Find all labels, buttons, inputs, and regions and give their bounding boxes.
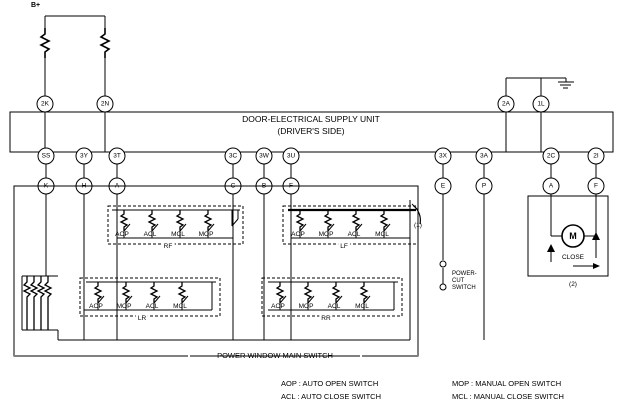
rf-contact-1: ACL	[143, 231, 157, 238]
legend-row-1-left: ACL : AUTO CLOSE SWITCH	[281, 392, 382, 401]
terminal-2N: 2N	[100, 100, 110, 108]
main-switch-label: POWER WINDOW MAIN SWITCH	[217, 351, 333, 360]
bus-terminal-0: SS	[41, 152, 51, 160]
rf-contact-0: AOP	[115, 231, 129, 238]
bus-terminal-4: 3W	[259, 152, 269, 160]
bus-terminal-2: 3T	[113, 152, 121, 160]
lower-terminal-3: C	[230, 182, 236, 190]
lower-terminal-8: A	[548, 182, 554, 190]
rf-contact-3: MOP	[198, 231, 214, 238]
power-cut-line3: SWITCH	[452, 285, 476, 291]
lr-contact-3: MCL	[173, 303, 187, 310]
lf-contact-0: AOP	[291, 231, 305, 238]
lr-contact-0: AOP	[89, 303, 103, 310]
bus-terminal-6: 3X	[439, 152, 447, 160]
rf-contact-2: MCL	[171, 231, 185, 238]
lower-terminal-7: P	[481, 182, 487, 190]
terminal-2A: 2A	[502, 100, 510, 108]
lf-contact-2: ACL	[347, 231, 361, 238]
power-cut-line1: POWER-	[452, 271, 477, 277]
bus-terminal-8: 2C	[546, 152, 556, 160]
bus-terminal-7: 3A	[480, 152, 488, 160]
rr-contact-0: AOP	[271, 303, 285, 310]
lf-contact-1: MOP	[318, 231, 334, 238]
lr-contact-2: ACL	[145, 303, 159, 310]
rr-contact-1: MOP	[298, 303, 314, 310]
lower-terminal-9: F	[594, 182, 598, 190]
lower-terminal-1: H	[81, 182, 87, 190]
lower-terminal-4: B	[261, 182, 267, 190]
note-1-label: (1)	[414, 222, 422, 229]
rr-contact-3: MCL	[355, 303, 369, 310]
legend-row-0-right: MOP : MANUAL OPEN SWITCH	[452, 379, 562, 388]
power-cut-line2: CUT	[452, 278, 465, 284]
terminal-2K: 2K	[41, 100, 49, 108]
lower-terminal-0: K	[43, 182, 49, 190]
rr-group-label: RR	[321, 315, 331, 322]
lr-group-label: LR	[137, 315, 147, 322]
bus-terminal-9: 2I	[593, 152, 599, 160]
lf-group-label: LF	[340, 243, 348, 250]
unit-title-line1: DOOR-ELECTRICAL SUPPLY UNIT	[242, 114, 380, 124]
unit-title-line2: (DRIVER'S SIDE)	[277, 126, 345, 136]
legend-row-1-right: MCL : MANUAL CLOSE SWITCH	[452, 392, 564, 401]
lower-terminal-5: F	[289, 182, 293, 190]
b-plus-label: B+	[31, 2, 41, 9]
motor-symbol: M	[569, 231, 577, 241]
motor-note-label: (2)	[569, 281, 577, 288]
lr-contact-1: MOP	[116, 303, 132, 310]
bus-terminal-1: 3Y	[80, 152, 88, 160]
lower-terminal-6: E	[440, 182, 446, 190]
terminal-1L: 1L	[537, 100, 545, 108]
motor-close-label: CLOSE	[561, 254, 585, 261]
rf-group-label: RF	[163, 243, 173, 250]
bus-terminal-5: 3U	[286, 152, 296, 160]
rr-contact-2: ACL	[327, 303, 341, 310]
lower-terminal-2: A	[114, 182, 120, 190]
legend-row-0-left: AOP : AUTO OPEN SWITCH	[281, 379, 379, 388]
lf-contact-3: MCL	[375, 231, 389, 238]
bus-terminal-3: 3C	[228, 152, 238, 160]
